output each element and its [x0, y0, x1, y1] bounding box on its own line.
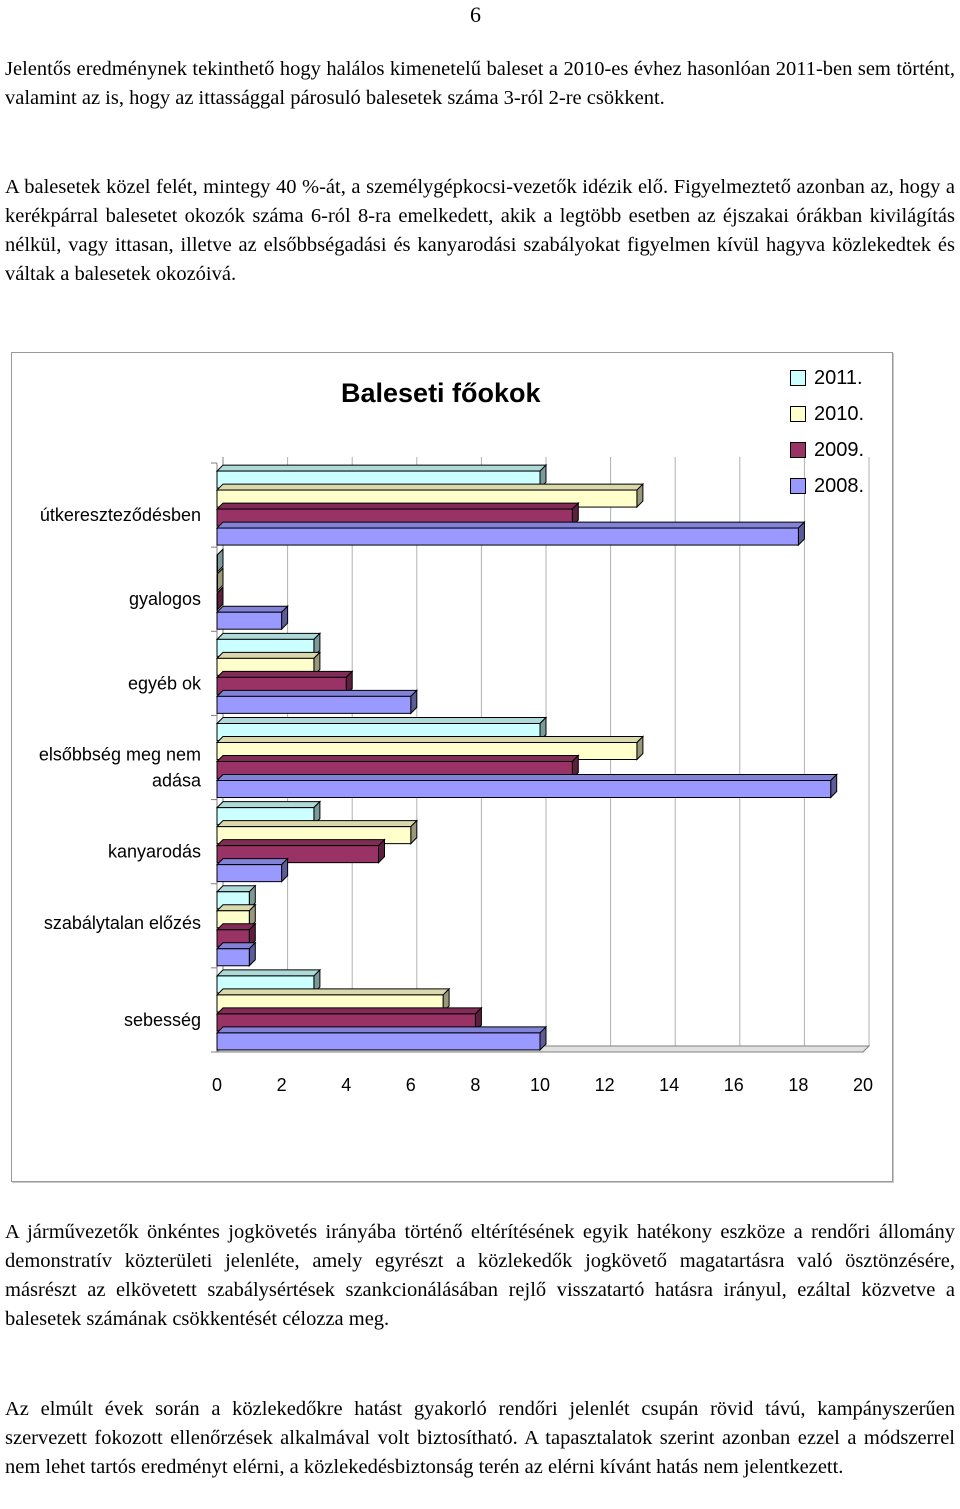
bar-top	[217, 718, 546, 724]
legend-swatch	[790, 478, 806, 494]
bar	[217, 949, 249, 966]
bar-top	[217, 802, 320, 808]
category-label: útkereszteződésben	[39, 505, 201, 526]
chart-title: Baleseti főokok	[341, 378, 541, 408]
bar-top	[217, 756, 578, 762]
bar	[217, 612, 282, 629]
category-label: szabálytalan előzés	[43, 912, 201, 933]
bar-top	[217, 484, 643, 490]
bar-top	[217, 671, 352, 677]
x-tick-label: 0	[211, 1075, 223, 1095]
bar	[217, 528, 798, 545]
x-tick-label: 4	[341, 1075, 352, 1095]
category-label: adása	[151, 770, 201, 791]
x-tick-label: 20	[852, 1075, 874, 1095]
bar	[217, 1033, 540, 1050]
bar-top	[217, 859, 288, 865]
bar-top	[217, 989, 449, 995]
bar	[217, 555, 218, 572]
bar-top	[217, 633, 320, 639]
legend-label: 2009.	[814, 438, 865, 461]
category-label: egyéb ok	[127, 673, 201, 694]
bar-top	[217, 690, 417, 696]
legend-swatch	[790, 370, 806, 386]
legend-swatch	[790, 406, 806, 422]
bar-top	[217, 737, 643, 743]
category-label: elsőbbség meg nem	[38, 744, 201, 765]
legend-item	[790, 360, 864, 396]
bar-top	[217, 775, 837, 781]
bar-top	[217, 522, 804, 528]
legend-label: 2010.	[814, 402, 865, 425]
category-label: gyalogos	[128, 589, 201, 610]
x-tick-label: 6	[405, 1075, 416, 1095]
x-tick-label: 12	[594, 1075, 615, 1095]
x-tick-label: 2	[276, 1075, 287, 1095]
x-tick-label: 10	[529, 1075, 551, 1095]
category-label: kanyarodás	[107, 841, 201, 862]
x-tick-label: 14	[659, 1075, 680, 1095]
bar-top	[217, 1027, 546, 1033]
bar-top	[217, 970, 320, 976]
bar	[217, 865, 282, 882]
paragraph-4: Az elmúlt évek során a közlekedőkre hatást gyakorló rendőri jelenlét csupán rövid távú, kampányszerűen szervezett fokozott ellenőrzések alkalmával volt biztosítható. A tapasztalatok szerint azonban ezzel a módszerrel nem lehet tartós eredményt elérni, a közlekedésbiztonság terén az elérni kívánt hatás nem jelentkezett.	[5, 1398, 955, 1478]
legend-swatch	[790, 442, 806, 458]
x-tick-label: 18	[788, 1075, 809, 1095]
bar-top	[217, 503, 578, 509]
legend-item	[790, 432, 864, 468]
bar-top	[217, 1008, 481, 1014]
bar-top	[217, 821, 417, 827]
paragraph-3: A járművezetők önkéntes jogkövetés irányába történő eltérítésének egyik hatékony eszköze a rendőri állomány demonstratív közterületi jelenléte, amely egyrészt a közlekedők jogkövető magatartásra való ösztönzésére, másrészt az elkövetett szabálysértések szankcionálásában rejlő visszatartó hatásra irányul, ezáltal közvetve a balesetek számának csökkentését célozza meg.	[5, 1221, 955, 1330]
bar-top	[217, 606, 288, 612]
bar	[217, 574, 218, 591]
legend-item	[790, 468, 864, 504]
legend-label: 2011.	[814, 366, 863, 389]
bar	[217, 593, 218, 610]
legend-label: 2008.	[814, 474, 865, 497]
x-tick-label: 8	[470, 1075, 481, 1095]
bar-top	[217, 465, 546, 471]
bar-top	[217, 652, 320, 658]
paragraph-2: A balesetek közel felét, mintegy 40 %-át, a személygépkocsi-vezetők idézik elő. Figyelmeztető azonban az, hogy a kerékpárral balesetet okozók száma 6-ról 8-ra emelkedett, akik a legtöbb esetben az éjszakai órákban kivilágítás nélkül, vagy ittasan, illetve az elsőbbségadási és kanyarodási szabályokat figyelmen kívül hagyva közlekedtek és váltak a balesetek okozóivá.	[5, 176, 955, 285]
page-number: 6	[470, 2, 481, 27]
category-label: sebesség	[123, 1009, 201, 1030]
bar	[217, 696, 411, 713]
bar-top	[217, 840, 385, 846]
chart-legend	[790, 360, 864, 504]
paragraph-1: Jelentős eredménynek tekinthető hogy halálos kimenetelű baleset a 2010-es évhez hasonlóan 2011-ben sem történt, valamint az is, hogy az ittassággal párosuló balesetek száma 3-ról 2-re csökkent.	[5, 58, 955, 109]
x-tick-label: 16	[723, 1075, 744, 1095]
legend-item	[790, 396, 864, 432]
bar	[217, 781, 831, 798]
